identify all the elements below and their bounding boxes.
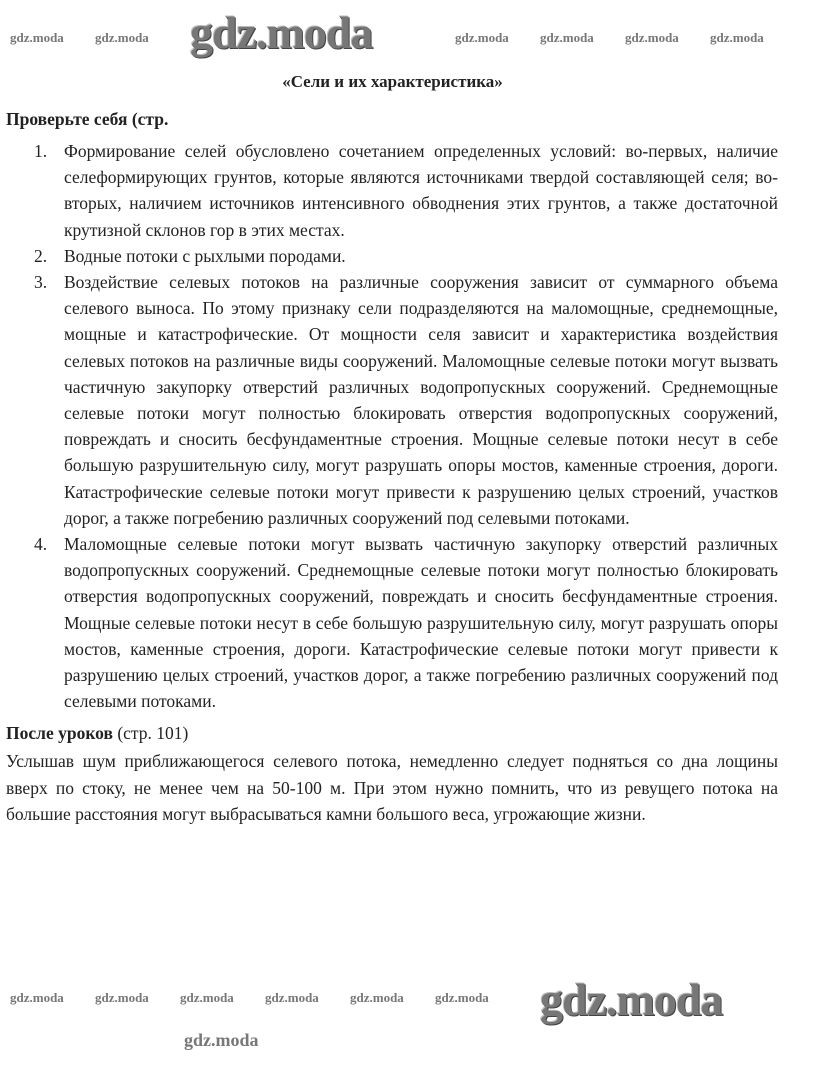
- section-heading-after-lessons: [6, 720, 823, 746]
- watermark-small: gdz.moda: [350, 990, 404, 1005]
- list-item: [34, 138, 778, 243]
- watermark-logo: gdz.moda: [540, 974, 723, 1025]
- watermark-small: gdz.moda: [435, 990, 489, 1005]
- list-item: [34, 531, 778, 714]
- item-number: 3.: [34, 272, 48, 293]
- item-text: Формирование селей обусловлено сочетанием определенных условий: во-первых, наличие селеформирующих грунтов, которые являются источниками твердой составляющей селя; во-вторых, наличием источников интенсивного обводнения этих грунтов, а также достаточной крутизной склонов гор в этих местах.: [64, 141, 778, 240]
- page-title: «Сели и их характеристика»: [282, 72, 503, 91]
- list-item: [34, 269, 778, 531]
- item-number: 1.: [34, 141, 48, 161]
- watermark-small: gdz.moda: [10, 30, 64, 45]
- watermark-small: gdz.moda: [265, 990, 319, 1005]
- watermark-small: gdz.moda: [10, 990, 64, 1005]
- watermark-small: gdz.moda: [95, 990, 149, 1005]
- item-text: Воздействие селевых потоков на различные сооружения зависит от суммарного объема селевого выноса. По этому признаку сели подразделяются на маломощные, среднемощные, мощные и катастрофические. От мощности селя зависит и характеристика воздействия селевых потоков на различные виды сооружений. Маломощные селевые потоки могут вызвать частичную закупорку отверстий различных водопропускных сооружений. Среднемощные селевые потоки могут полностью блокировать отверстия водопропускных сооружений, повреждать и сносить бесфундаментные строения. Мощные селевые потоки несут в себе большую разрушительную силу, могут разрушать опоры мостов, каменные строения, дороги. Катастрофические селевые потоки могут привести к разрушению целых строений, участков дорог, а также погребению различных сооружений под селевыми потоками.: [64, 272, 778, 528]
- watermark-small: gdz.moda: [95, 30, 149, 45]
- watermark-small: gdz.moda: [180, 990, 234, 1005]
- item-number: 4.: [34, 534, 48, 555]
- watermark-small: gdz.moda: [184, 1030, 259, 1050]
- section-label: После уроков: [6, 723, 113, 744]
- section-heading-check-yourself: [6, 106, 823, 132]
- list-item: [34, 243, 778, 269]
- item-text: Маломощные селевые потоки могут вызвать частичную закупорку отверстий различных водопропускных сооружений. Среднемощные селевые потоки могут полностью блокировать отверстия водопропускных сооружений, повреждать и сносить бесфундаментные строения. Мощные селевые потоки несут в себе большую разрушительную силу, могут разрушать опоры мостов, каменные строения, дороги. Катастрофические селевые потоки могут привести к разрушению целых строений, участков дорог, а также погребению различных сооружений под селевыми потоками.: [64, 534, 778, 712]
- watermark-logo: gdz.moda: [190, 7, 373, 58]
- watermark-small: gdz.moda: [540, 30, 594, 45]
- watermark-small: gdz.moda: [455, 30, 509, 45]
- watermark-small: gdz.moda: [625, 30, 679, 45]
- document-body: [0, 70, 823, 827]
- section-label: Проверьте себя (стр.: [6, 109, 169, 129]
- item-number: 2.: [34, 245, 48, 266]
- watermark-small: gdz.moda: [710, 30, 764, 45]
- section-page: (стр. 101): [117, 723, 189, 744]
- after-lessons-paragraph: Услышав шум приближающегося селевого потока, немедленно следует подняться со дна лощины вверх по стоку, не менее чем на 50-100 м. При этом нужно помнить, что из ревущего потока на большие расстояния могут выбрасываться камни большого веса, угрожающие жизни.: [6, 751, 778, 824]
- item-text: Водные потоки с рыхлыми породами.: [64, 245, 346, 266]
- answer-list: [0, 138, 778, 714]
